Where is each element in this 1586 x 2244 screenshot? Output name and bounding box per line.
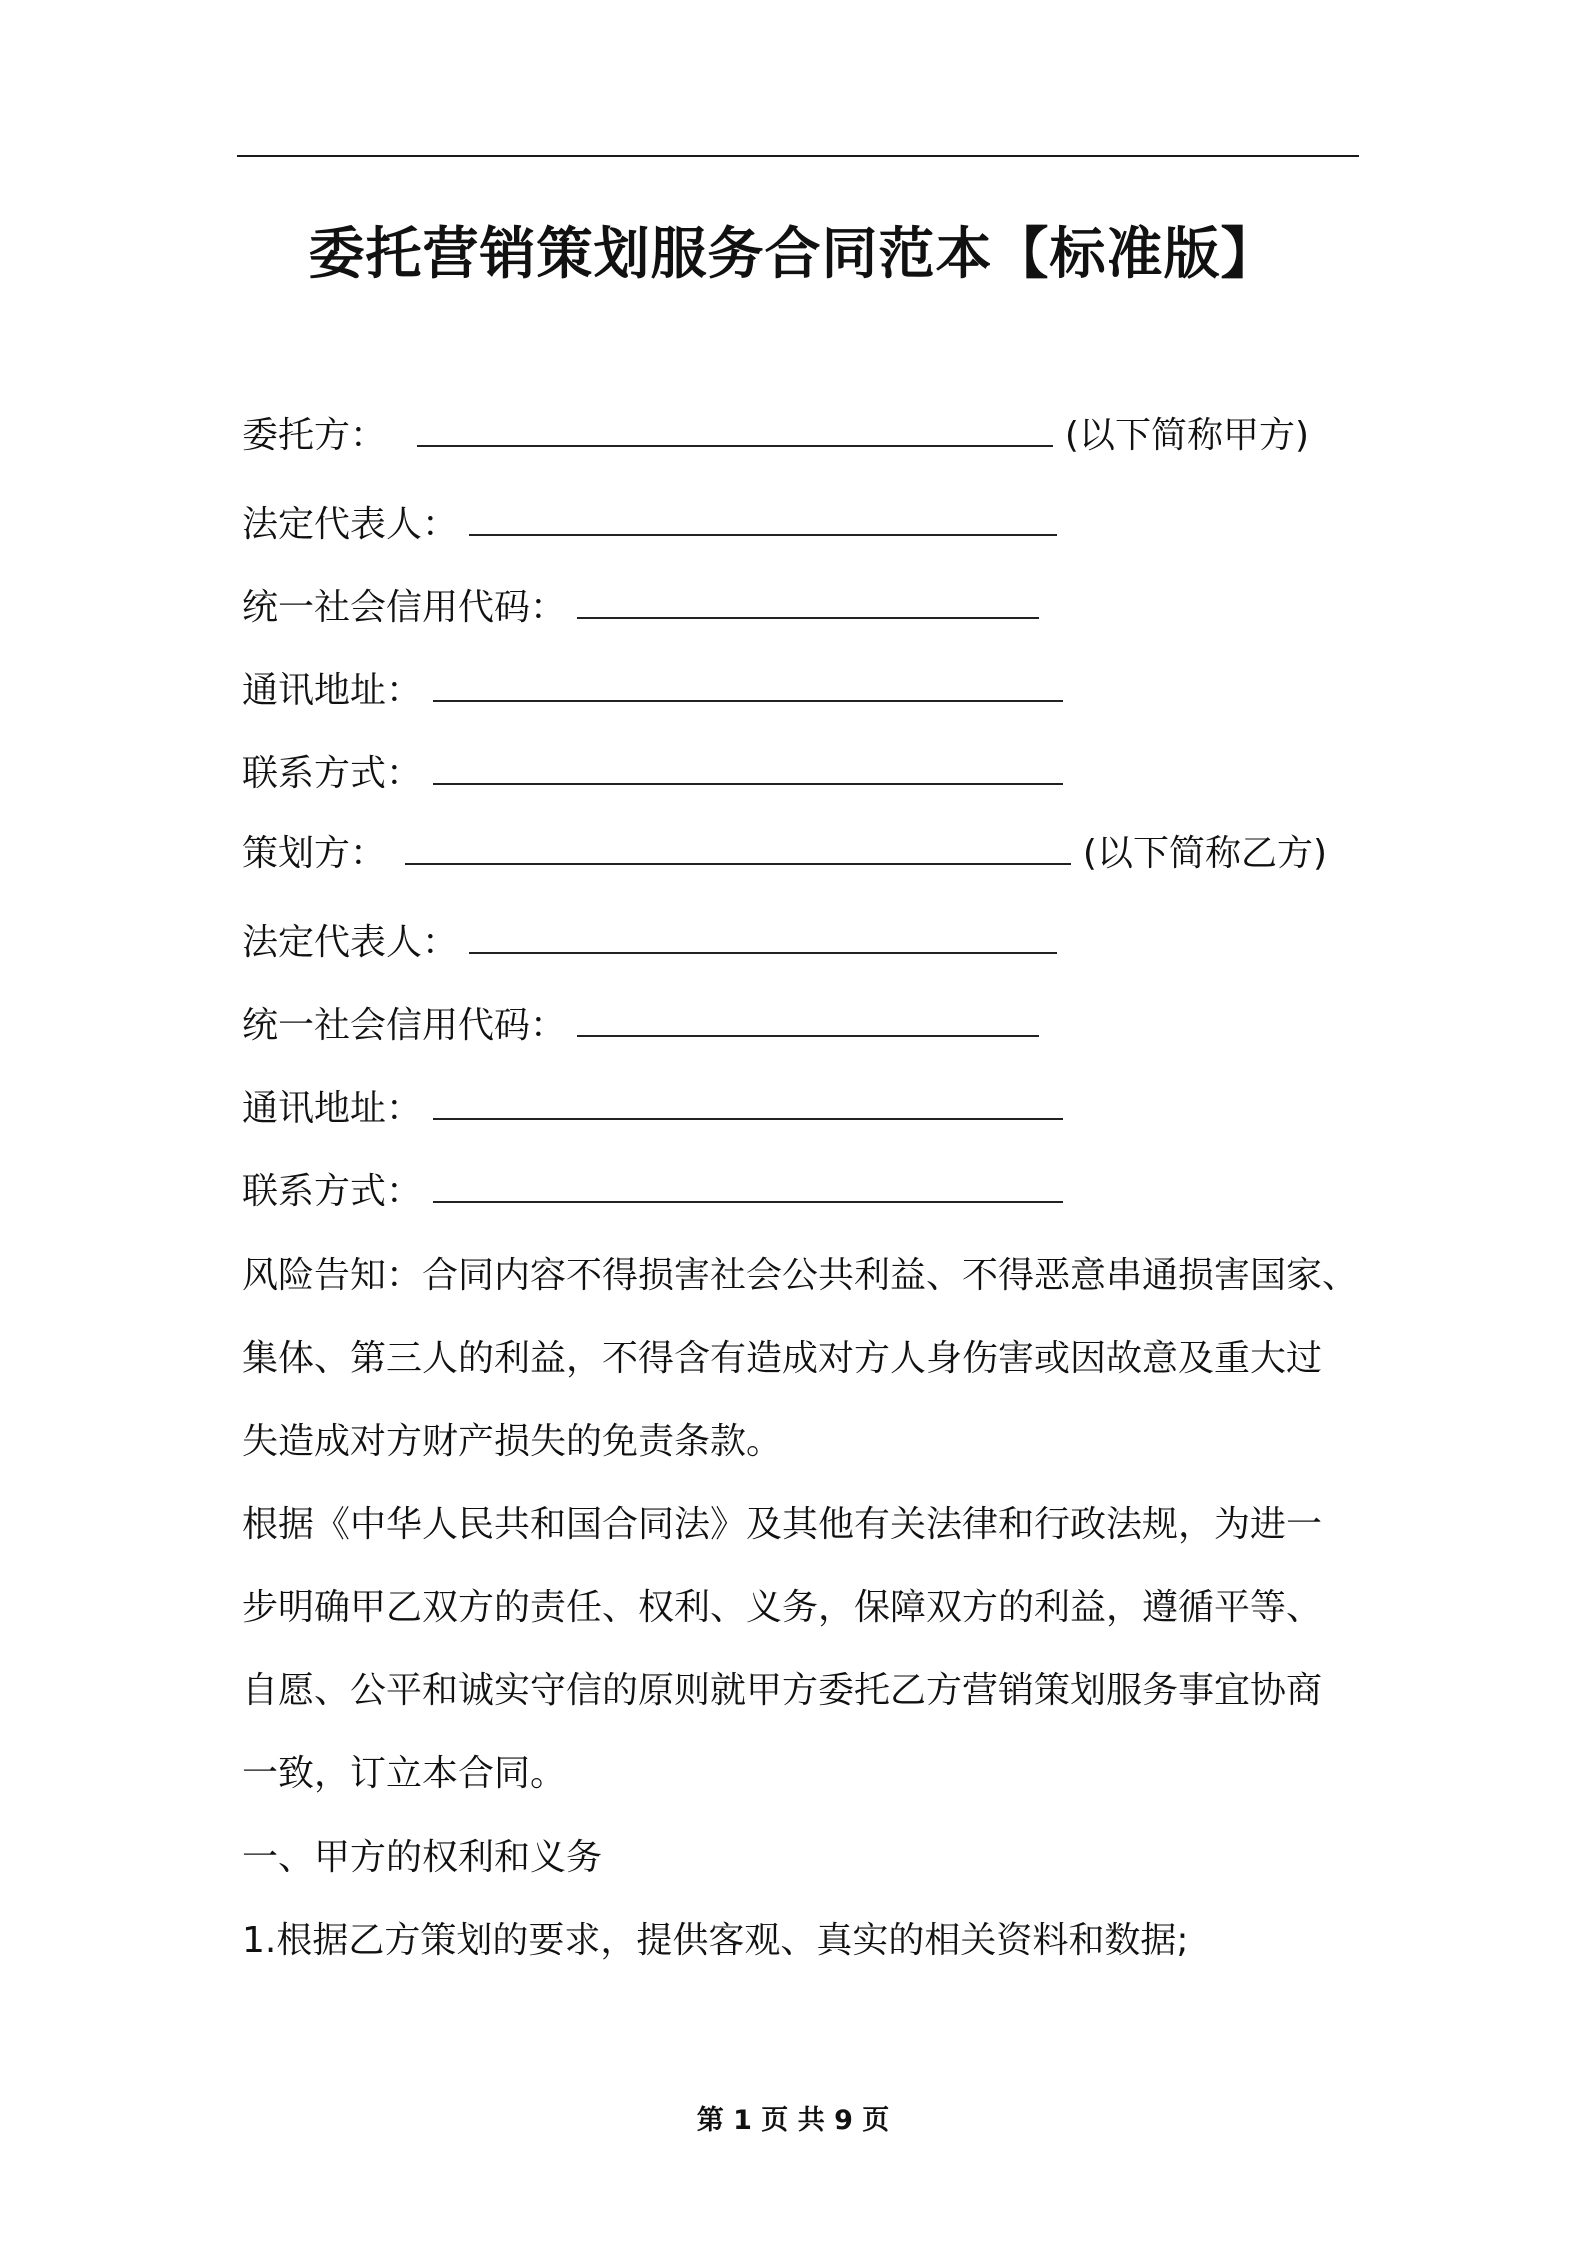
clause-1: 1.根据乙方策划的要求，提供客观、真实的相关资料和数据; <box>242 1920 1189 1961</box>
party-b-name-suffix: (以下简称乙方) <box>1082 833 1328 874</box>
party-b-rep-line <box>242 921 1057 965</box>
party-b-address-label: 通讯地址： <box>242 1088 423 1129</box>
party-a-address-label: 通讯地址： <box>242 670 423 711</box>
risk-notice-line-1: 风险告知：合同内容不得损害社会公共利益、不得恶意串通损害国家、 <box>242 1255 1359 1296</box>
party-a-address-blank <box>433 670 1063 702</box>
party-a-address-line <box>242 669 1063 713</box>
preamble-line-3: 自愿、公平和诚实守信的原则就甲方委托乙方营销策划服务事宜协商 <box>242 1670 1323 1711</box>
party-a-name-line <box>242 414 1309 458</box>
party-b-name-label: 策划方： <box>242 833 387 874</box>
party-a-credit-code-label: 统一社会信用代码： <box>242 587 567 628</box>
top-rule <box>237 155 1359 157</box>
party-a-rep-line <box>242 503 1057 547</box>
party-b-credit-code-line <box>242 1004 1039 1048</box>
preamble-line-1: 根据《中华人民共和国合同法》及其他有关法律和行政法规，为进一 <box>242 1504 1323 1545</box>
party-b-credit-code-blank <box>577 1005 1039 1037</box>
party-a-contact-line <box>242 752 1063 796</box>
party-b-address-line <box>242 1087 1063 1131</box>
party-a-credit-code-blank <box>577 587 1039 619</box>
party-b-credit-code-label: 统一社会信用代码： <box>242 1005 567 1046</box>
party-b-rep-label: 法定代表人： <box>242 922 459 963</box>
preamble-line-2: 步明确甲乙双方的责任、权利、义务，保障双方的利益，遵循平等、 <box>242 1587 1323 1628</box>
party-a-name-suffix: (以下简称甲方) <box>1064 415 1310 456</box>
party-a-rep-blank <box>469 504 1057 536</box>
section-1-heading: 一、甲方的权利和义务 <box>242 1837 603 1878</box>
preamble-line-4: 一致，订立本合同。 <box>242 1753 567 1794</box>
party-b-contact-label: 联系方式： <box>242 1171 423 1212</box>
party-b-rep-blank <box>469 922 1057 954</box>
party-a-contact-blank <box>433 753 1063 785</box>
party-b-address-blank <box>433 1088 1063 1120</box>
party-a-contact-label: 联系方式： <box>242 753 423 794</box>
party-b-name-line <box>242 832 1327 876</box>
document-title: 委托营销策划服务合同范本【标准版】 <box>308 222 1278 287</box>
party-a-name-label: 委托方： <box>242 415 387 456</box>
party-b-contact-blank <box>433 1171 1063 1203</box>
party-a-rep-label: 法定代表人： <box>242 504 459 545</box>
risk-notice-line-2: 集体、第三人的利益，不得含有造成对方人身伤害或因故意及重大过 <box>242 1338 1323 1379</box>
party-b-name-blank <box>405 833 1071 865</box>
page-number-footer: 第 1 页 共 9 页 <box>696 2105 890 2136</box>
risk-notice-line-3: 失造成对方财产损失的免责条款。 <box>242 1421 783 1462</box>
party-a-credit-code-line <box>242 586 1039 630</box>
party-b-contact-line <box>242 1170 1063 1214</box>
party-a-name-blank <box>417 415 1053 447</box>
